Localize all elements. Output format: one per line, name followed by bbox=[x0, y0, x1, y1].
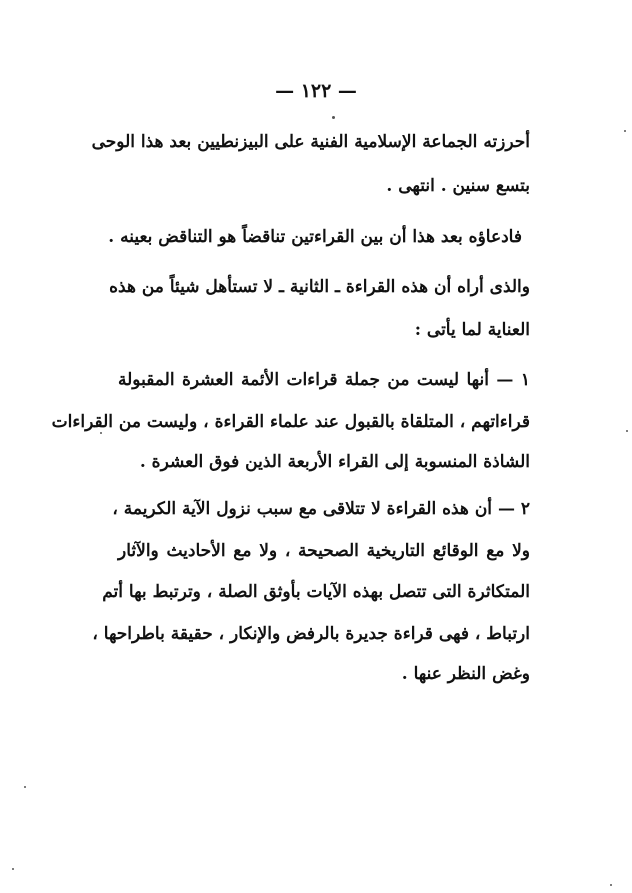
scan-speck bbox=[24, 786, 26, 788]
text-line-8: الشاذة المنسوبة إلى القراء الأربعة الذين فوق العشرة . bbox=[139, 452, 530, 472]
scan-speck bbox=[610, 884, 612, 886]
text-line-6: ١ — أنها ليست من جملة قراءات الأئمة العشرة المقبولة bbox=[118, 370, 530, 390]
text-line-2: بتسع سنين . انتهى . bbox=[386, 176, 530, 196]
scan-speck bbox=[332, 116, 335, 119]
text-line-12: ارتباط ، فهى قراءة جديرة بالرفض والإنكار ، حقيقة باطراحها ، bbox=[92, 624, 530, 644]
page-number: — ١٢٢ — bbox=[275, 80, 357, 102]
scan-speck bbox=[100, 432, 102, 434]
text-line-4: والذى أراه أن هذه القراءة ـ الثانية ـ لا تستأهل شيئاً من هذه bbox=[109, 277, 530, 297]
text-line-13: وغض النظر عنها . bbox=[401, 664, 530, 684]
text-line-5: العناية لما يأتى : bbox=[414, 320, 530, 340]
scan-speck bbox=[12, 868, 14, 870]
text-line-9: ٢ — أن هذه القراءة لا تتلاقى مع سبب نزول الآية الكريمة ، bbox=[112, 499, 530, 519]
text-line-3: فادعاؤه بعد هذا أن بين القراءتين تناقضاً هو التناقض بعينه . bbox=[108, 227, 522, 247]
text-line-10: ولا مع الوقائع التاريخية الصحيحة ، ولا مع الأحاديث والآثار bbox=[118, 541, 530, 561]
scan-speck bbox=[626, 430, 628, 432]
body-text bbox=[51, 0, 530, 893]
text-line-1: أحرزته الجماعة الإسلامية الفنية على البيزنطيين بعد هذا الوحى bbox=[91, 132, 530, 152]
text-line-7: قراءاتهم ، المتلقاة بالقبول عند علماء القراءة ، وليست من القراءات bbox=[51, 412, 530, 432]
scan-speck bbox=[624, 130, 626, 132]
text-line-11: المتكاثرة التى تتصل بهذه الآيات بأوثق الصلة ، وترتبط بها أتم bbox=[102, 582, 530, 602]
